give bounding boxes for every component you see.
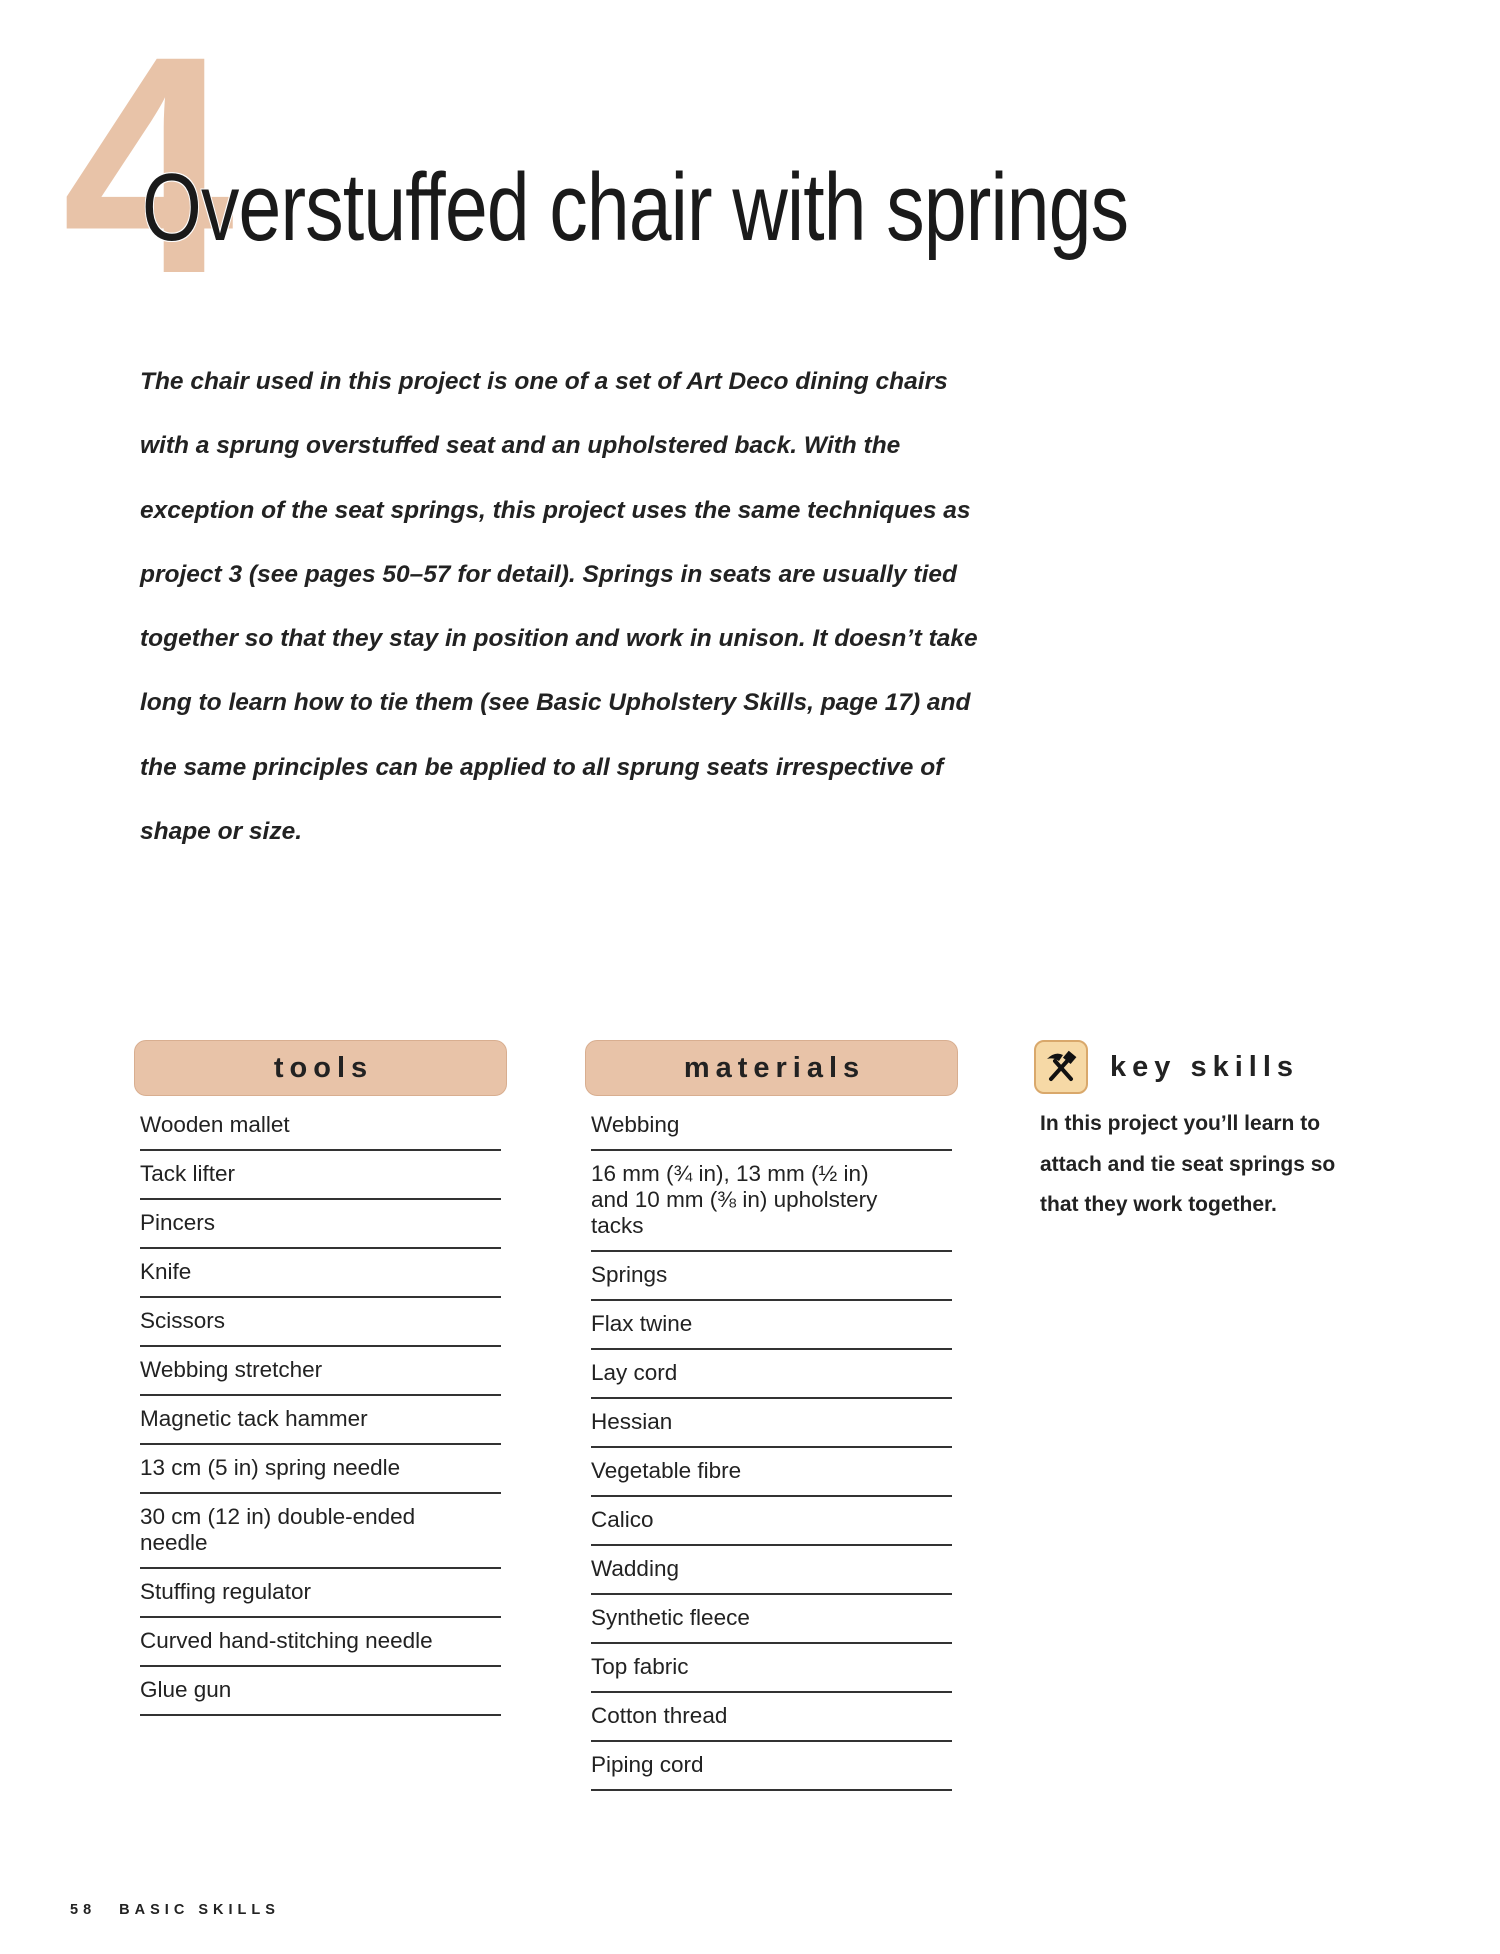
tools-list <box>140 1102 501 1716</box>
tools-header: tools <box>134 1040 507 1096</box>
materials-list <box>591 1102 952 1791</box>
list-item: Top fabric <box>591 1644 952 1693</box>
list-item: Wadding <box>591 1546 952 1595</box>
page-title: Overstuffed chair with springs <box>142 154 1129 261</box>
list-item: Synthetic fleece <box>591 1595 952 1644</box>
list-item: Webbing <box>591 1102 952 1151</box>
key-skills-text: In this project you’ll learn to attach and tie seat springs so that they work together. <box>1040 1112 1336 1216</box>
hammer-pick-icon <box>1034 1040 1088 1094</box>
list-item: Flax twine <box>591 1301 952 1350</box>
list-item: Glue gun <box>140 1667 501 1716</box>
list-item: 13 cm (5 in) spring needle <box>140 1445 501 1494</box>
list-item: Pincers <box>140 1200 501 1249</box>
list-item: Tack lifter <box>140 1151 501 1200</box>
list-item: Curved hand-stitching needle <box>140 1618 501 1667</box>
list-item: 16 mm (¾ in), 13 mm (½ in) and 10 mm (⅜ in) upholstery tacks <box>591 1151 952 1252</box>
key-skills-heading-row <box>1034 1040 1354 1094</box>
list-item: Magnetic tack hammer <box>140 1396 501 1445</box>
materials-header: materials <box>585 1040 958 1096</box>
list-item: 30 cm (12 in) double-ended needle <box>140 1494 501 1569</box>
materials-panel <box>585 1040 960 1791</box>
key-skills-box <box>1034 1040 1354 1226</box>
list-item: Knife <box>140 1249 501 1298</box>
list-item: Scissors <box>140 1298 501 1347</box>
page-footer <box>70 1902 280 1918</box>
section-name: BASIC SKILLS <box>119 1902 280 1918</box>
list-item: Hessian <box>591 1399 952 1448</box>
key-skills-title: key skills <box>1110 1050 1299 1083</box>
intro-paragraph: The chair used in this project is one of a set of Art Deco dining chairs with a sprung overstuffed seat and an upholstered back. With the exception of the seat springs, this project uses the same techniques as project 3 (see pages 50–57 for detail). Springs in seats are usually tied together so that they stay in position and work in unison. It doesn’t take long to learn how to tie them (see Basic Upholstery Skills, page 17) and the same principles can be applied to all sprung seats irrespective of shape or size. <box>140 368 978 846</box>
page-number: 58 <box>70 1902 97 1918</box>
list-item: Vegetable fibre <box>591 1448 952 1497</box>
list-item: Cotton thread <box>591 1693 952 1742</box>
list-item: Wooden mallet <box>140 1102 501 1151</box>
list-item: Piping cord <box>591 1742 952 1791</box>
list-item: Springs <box>591 1252 952 1301</box>
list-item: Webbing stretcher <box>140 1347 501 1396</box>
chapter-number: 4 <box>62 0 225 338</box>
list-item: Calico <box>591 1497 952 1546</box>
list-item: Lay cord <box>591 1350 952 1399</box>
list-item: Stuffing regulator <box>140 1569 501 1618</box>
tools-panel <box>134 1040 509 1716</box>
